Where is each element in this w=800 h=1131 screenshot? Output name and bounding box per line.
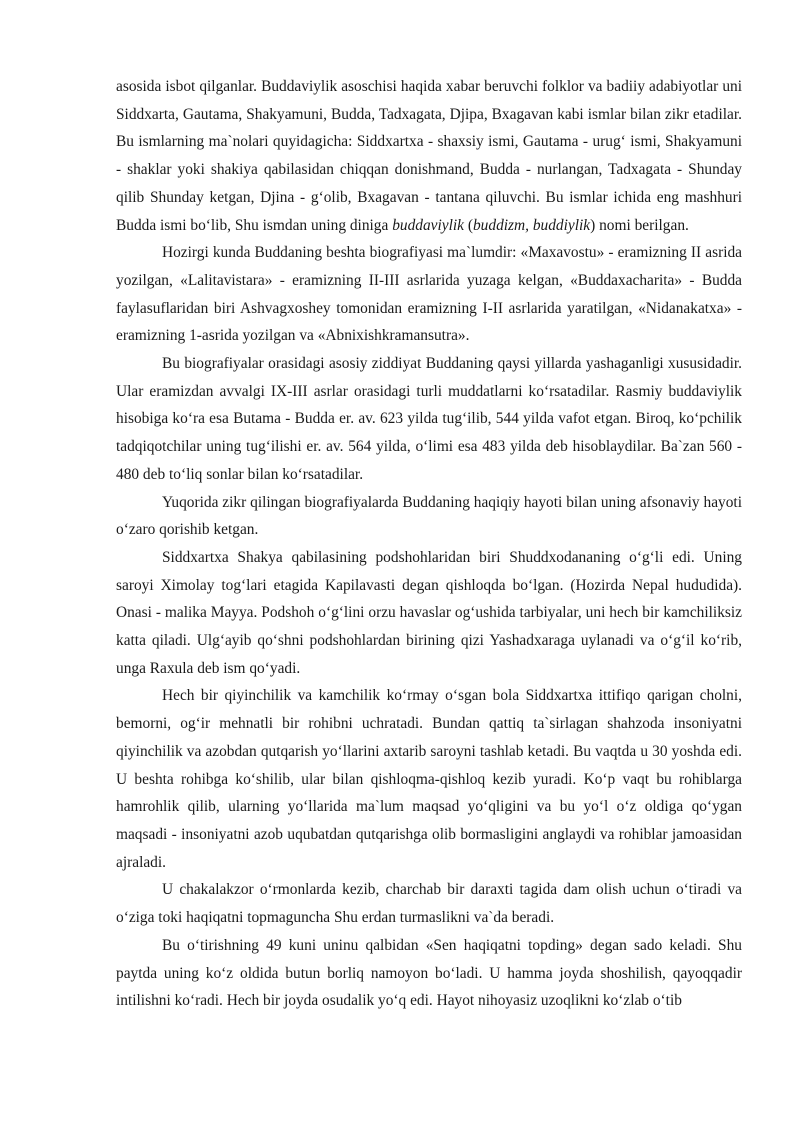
text-run: ( (464, 216, 473, 234)
italic-text: buddizm, buddiylik (472, 216, 591, 234)
text-run: asosida isbot qilganlar. Buddaviylik asoschisi haqida xabar beruvchi folklor va badiiy adabiyotlar uni Siddxarta, Gautama, Shakyamuni, Budda, Tadxagata, Djipa, Bxagavan kabi ismlar bilan zikr etadilar. Bu ismlarning ma`nolari quyidagicha: Siddxartxa - shaxsiy ismi, Gautama - urug‘ ismi, Shakyamuni - shaklar yoki shakiya qabilasidan chiqqan donishmand, Budda - nurlangan, Tadxagata - Shunday qilib Shunday ketgan, Djina - g‘olib, Bxagavan - tantana qiluvchi. Bu ismlar ichida eng mashhuri Budda ismi bo‘lib, Shu ismdan uning diniga (116, 78, 742, 234)
paragraph (116, 239, 742, 350)
paragraph (116, 932, 742, 1015)
paragraph (116, 350, 742, 489)
paragraph (116, 73, 742, 239)
text-run: U chakalakzor o‘rmonlarda kezib, charchab bir daraxti tagida dam olish uchun o‘tiradi va o‘ziga toki haqiqatni topmaguncha Shu erdan turmaslikni va`da beradi. (116, 881, 742, 927)
text-run: Siddxartxa Shakya qabilasining podshohlaridan biri Shuddxodananing o‘g‘li edi. Uning saroyi Ximolay tog‘lari etagida Kapilavasti degan qishloqda bo‘lgan. (Hozirda Nepal hududida). Onasi - malika Mayya. Podshoh o‘g‘lini orzu havaslar og‘ushida tarbiyalar, uni hech bir kamchiliksiz katta qiladi. Ulg‘ayib qo‘shni podshohlardan birining qizi Yashadxaraga uylanadi va o‘g‘il ko‘rib, unga Raxula deb ism qo‘yadi. (116, 548, 742, 677)
paragraph (116, 682, 742, 876)
text-run: Bu biografiyalar orasidagi asosiy ziddiyat Buddaning qaysi yillarda yashaganligi xususidadir. Ular eramizdan avvalgi IX-III asrlar orasidagi turli muddatlarni ko‘rsatadilar. Rasmiy buddaviylik hisobiga ko‘ra esa Butama - Budda er. av. 623 yilda tug‘ilib, 544 yilda vafot etgan. Biroq, ko‘pchilik tadqiqotchilar uning tug‘ilishi er. av. 564 yilda, o‘limi esa 483 yilda deb hisoblaydilar. Ba`zan 560 - 480 deb to‘liq sonlar bilan ko‘rsatadilar. (116, 355, 742, 483)
text-run: Yuqorida zikr qilingan biografiyalarda Buddaning haqiqiy hayoti bilan uning afsonaviy hayoti o‘zaro qorishib ketgan. (116, 493, 742, 539)
paragraph (116, 544, 742, 683)
paragraph (116, 489, 742, 544)
text-run: ) nomi berilgan. (590, 216, 689, 234)
text-run: Bu o‘tirishning 49 kuni uninu qalbidan «Sen haqiqatni topding» degan sado keladi. Shu paytda uning ko‘z oldida butun borliq namoyon bo‘ladi. U hamma joyda shoshilish, qayoqqadir intilishni ko‘radi. Hech bir joyda osudalik yo‘q edi. Hayot nihoyasiz uzoqlikni ko‘zlab o‘tib (116, 936, 742, 1010)
text-run: Hozirgi kunda Buddaning beshta biografiyasi ma`lumdir: «Maxavostu» - eramizning II asrida yozilgan, «Lalitavistara» - eramizning II-III asrlarida yuzaga kelgan, «Buddaxacharita» - Budda faylasuflaridan biri Ashvagxoshey tomonidan eramizning I-II asrlarida yaratilgan, «Nidanakatxa» - eramizning 1-asrida yozilgan va «Abnixishkramansutra». (116, 244, 742, 345)
italic-text: buddaviylik (392, 216, 464, 234)
text-run: Hech bir qiyinchilik va kamchilik ko‘rmay o‘sgan bola Siddxartxa ittifiqo qarigan cholni, bemorni, og‘ir mehnatli bir rohibni uchratadi. Bundan qattiq ta`sirlagan shahzoda insoniyatni qiyinchilik va azobdan qutqarish yo‘llarini axtarib saroyni tashlab ketadi. Bu vaqtda u 30 yoshda edi. U beshta rohibga ko‘shilib, ular bilan qishloqma-qishloq kezib yuradi. Ko‘p vaqt bu rohiblarga hamrohlik qilib, ularning yo‘llarida ma`lum maqsad yo‘qligini va bu yo‘l o‘z oldiga qo‘ygan maqsadi - insoniyatni azob uqubatdan qutqarishga olib bormasligini anglaydi va rohiblar jamoasidan ajraladi. (116, 687, 742, 871)
paragraph (116, 876, 742, 931)
body-text (116, 73, 742, 1015)
